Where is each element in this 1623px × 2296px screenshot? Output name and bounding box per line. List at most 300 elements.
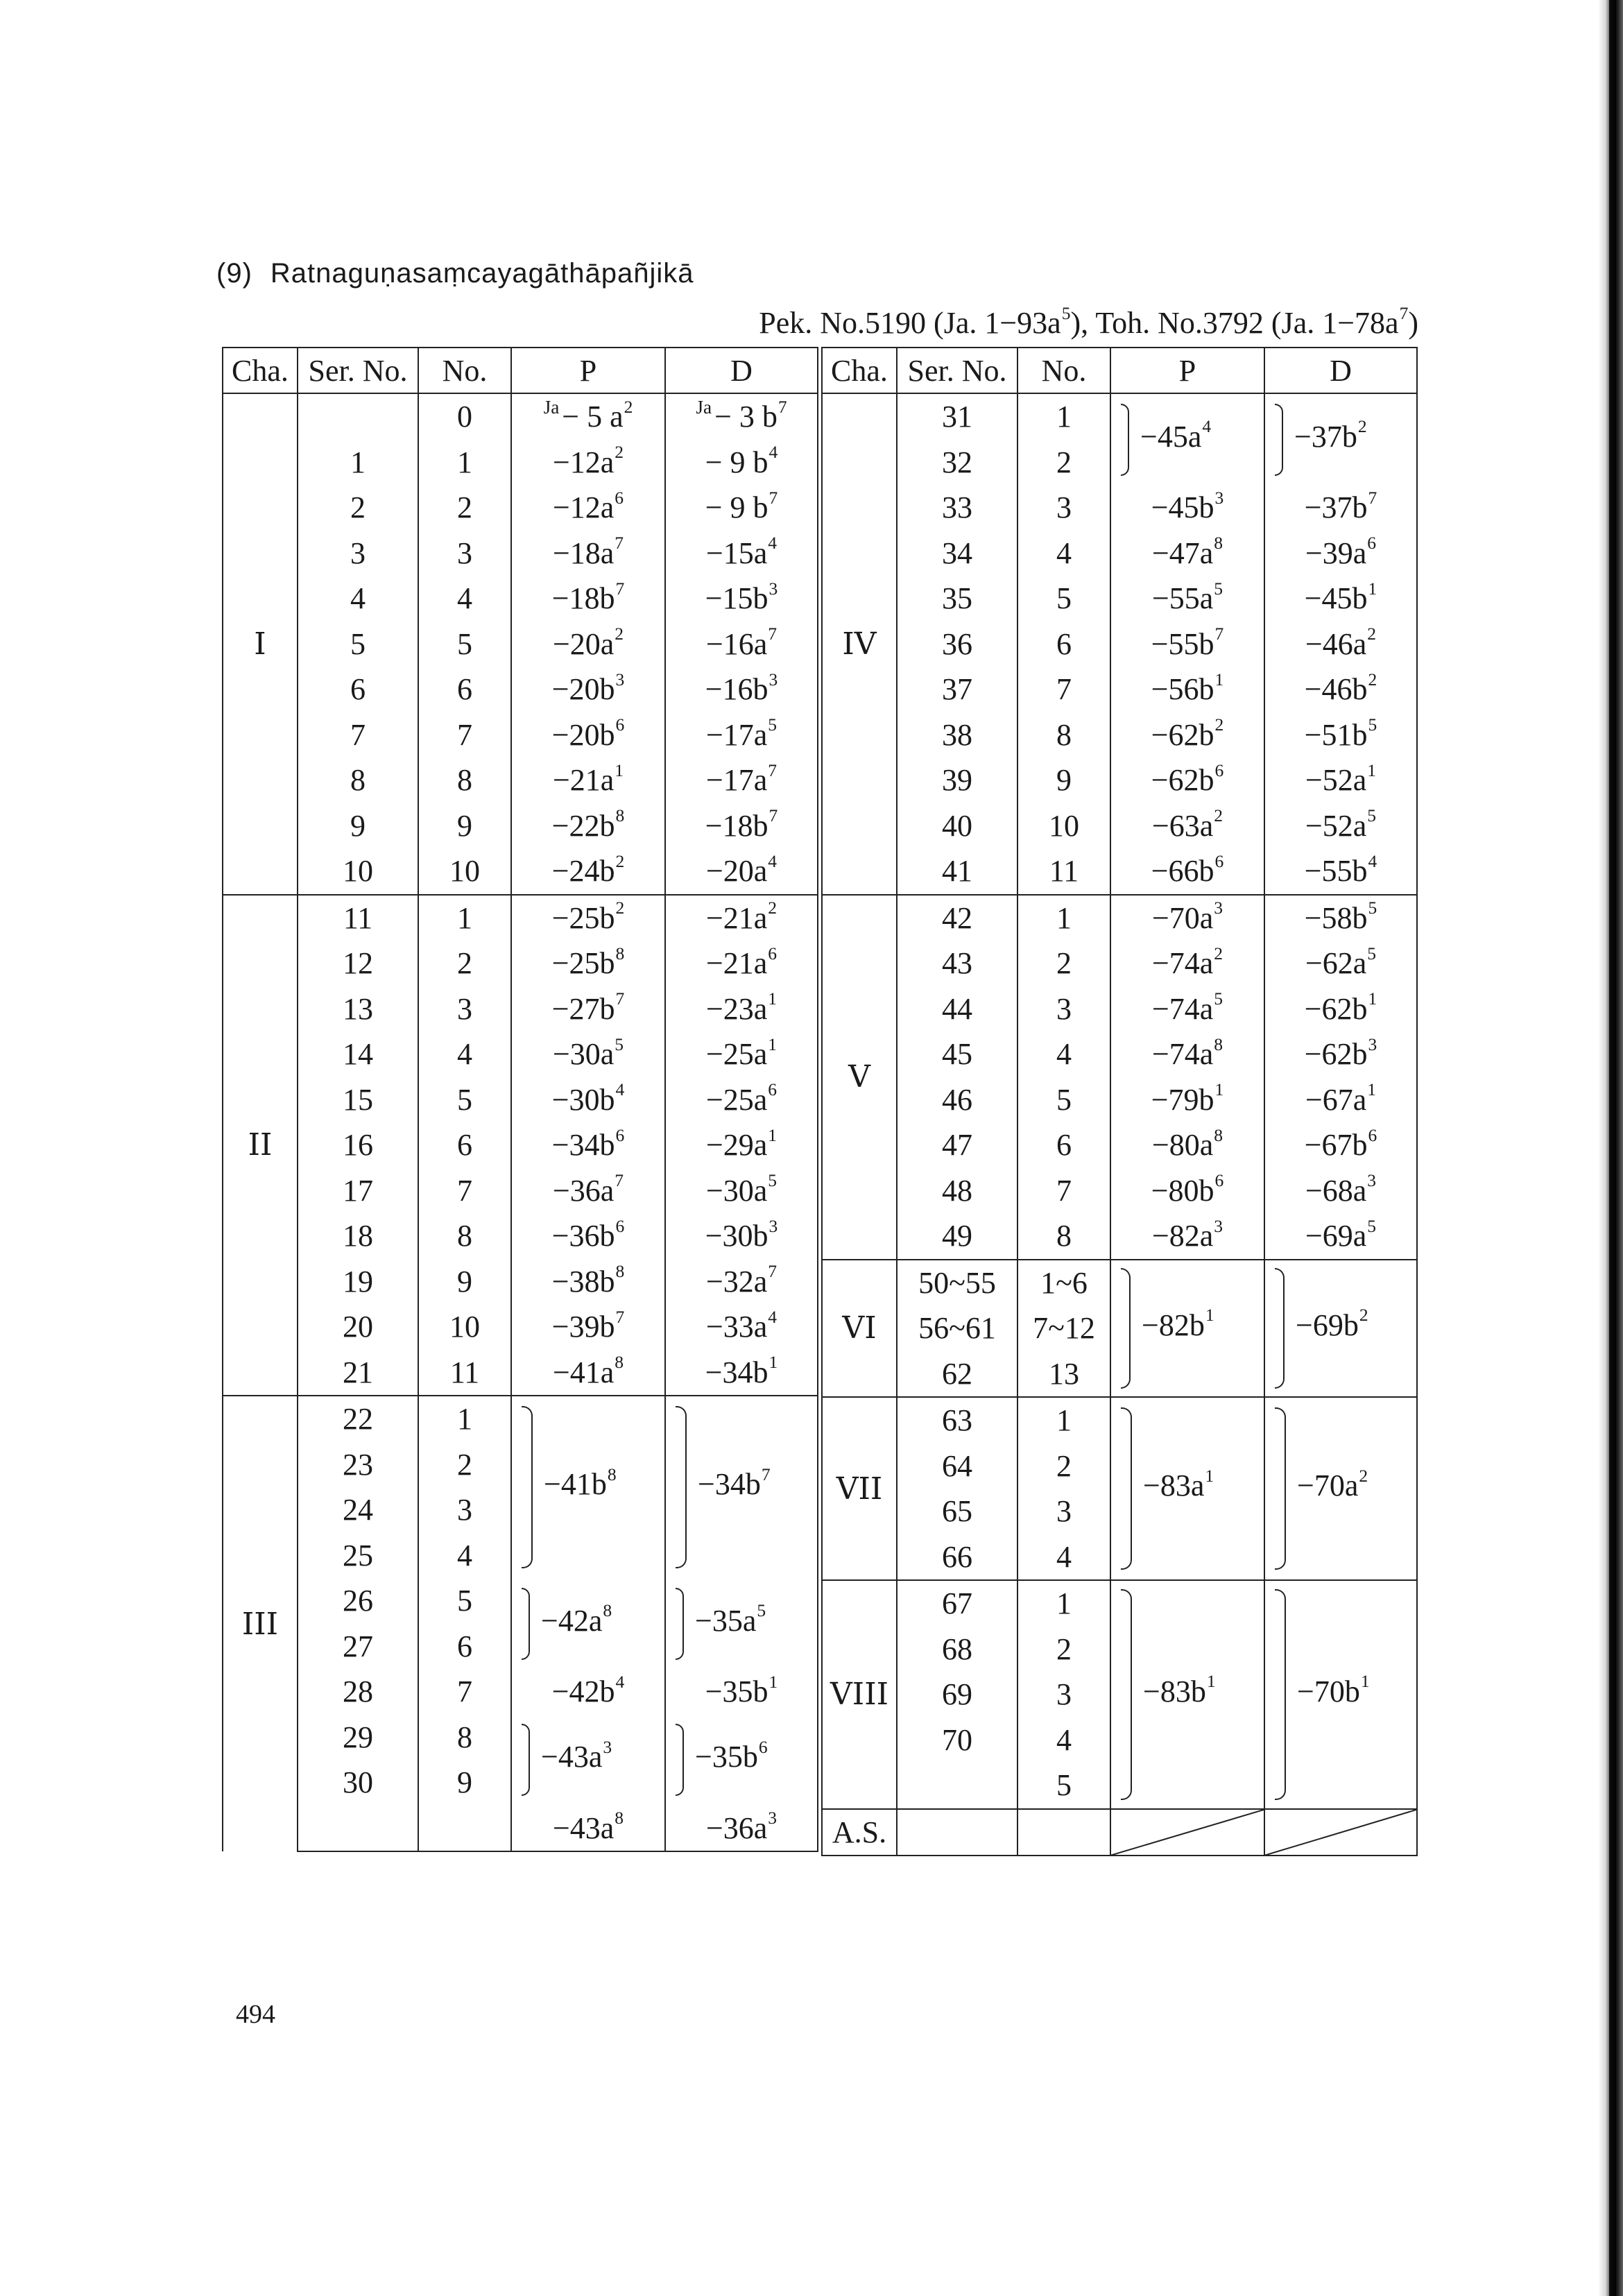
ser-no-cell: 35 (897, 576, 1017, 622)
d-ref-cell (665, 1304, 818, 1350)
folio-ref: −80b (1151, 1173, 1214, 1208)
d-ref-cell (665, 531, 818, 576)
line-number: 4 (768, 442, 778, 463)
d-ref-cell (665, 1669, 818, 1715)
ser-no-cell: 24 (298, 1487, 418, 1533)
ser-no-cell: 41 (897, 848, 1017, 895)
header-d: D (1264, 348, 1417, 393)
line-number: 8 (615, 1261, 625, 1282)
line-number: 8 (603, 1600, 612, 1621)
folio-ref: −25a (705, 1037, 768, 1072)
d-ref-cell (1264, 1031, 1417, 1077)
p-ref-cell (511, 576, 665, 622)
table-row (822, 393, 1417, 440)
table-row (223, 1213, 818, 1259)
line-number: 7 (768, 760, 778, 780)
p-ref-cell (511, 1168, 665, 1214)
table-row (223, 1304, 818, 1350)
p-ref-cell (1110, 1213, 1264, 1260)
line-number: 3 (603, 1736, 612, 1757)
ser-no-cell: 13 (298, 986, 418, 1032)
no-cell: 6 (418, 1624, 511, 1670)
no-cell: 6 (418, 667, 511, 712)
no-cell: 10 (418, 848, 511, 895)
p-ref-cell (1110, 1580, 1264, 1809)
d-ref-cell (665, 1168, 818, 1214)
table-row (822, 895, 1417, 941)
folio-ref: −39a (1305, 536, 1367, 570)
folio-ref: −70b (1297, 1674, 1360, 1708)
ser-no-cell: 25 (298, 1533, 418, 1579)
table-row (223, 1715, 818, 1760)
ser-no-cell: 29 (298, 1715, 418, 1760)
p-ref-cell (1110, 712, 1264, 758)
table-row (223, 1669, 818, 1715)
table-row (223, 1122, 818, 1168)
ser-no-cell: 2 (298, 485, 418, 531)
table-row (223, 1077, 818, 1123)
p-ref-cell (511, 712, 665, 758)
no-cell: 4 (418, 1031, 511, 1077)
header-ser-no: Ser. No. (897, 348, 1017, 393)
d-ref-cell (665, 576, 818, 622)
ja-prefix: Ja (543, 397, 560, 418)
table-row (223, 1031, 818, 1077)
line-number: 8 (1214, 1124, 1223, 1145)
ser-no-cell: 69 (897, 1672, 1017, 1717)
folio-ref: −41a (552, 1355, 615, 1389)
p-ref-cell (511, 667, 665, 712)
line-number: 3 (1214, 1215, 1223, 1236)
p-ref-cell (1110, 485, 1264, 531)
folio-ref: −47a (1151, 536, 1214, 570)
chapter-cell: III (223, 1396, 298, 1851)
line-number: 6 (1368, 1124, 1377, 1145)
line-number: 5 (757, 1600, 766, 1621)
p-ref-cell (511, 895, 665, 941)
folio-ref: −39b (551, 1310, 615, 1344)
folio-ref: −46b (1304, 672, 1368, 707)
chapter-cell: VII (822, 1397, 897, 1580)
p-ref-cell (511, 1077, 665, 1123)
ser-no-cell: 64 (897, 1443, 1017, 1489)
ser-no-cell: 63 (897, 1397, 1017, 1443)
no-cell: 5 (418, 622, 511, 667)
line-number: 8 (1214, 1034, 1223, 1054)
d-ref-cell (1264, 1397, 1417, 1580)
line-number: 1 (768, 1671, 778, 1692)
folio-ref: −21a (552, 763, 615, 798)
folio-ref: −30b (551, 1082, 615, 1117)
ser-no-cell: 27 (298, 1624, 418, 1670)
no-cell: 5 (418, 1077, 511, 1123)
line-number: 2 (615, 850, 625, 871)
d-ref-cell (665, 1350, 818, 1396)
table-row (822, 1168, 1417, 1214)
d-ref-cell (665, 1396, 818, 1578)
line-number: 7 (615, 1306, 625, 1327)
ser-no-cell: 33 (897, 485, 1017, 531)
ser-no-cell: 26 (298, 1578, 418, 1624)
ser-no-cell: 8 (298, 757, 418, 803)
folio-ref: −37b (1294, 419, 1357, 454)
d-ref-cell (665, 848, 818, 895)
no-cell: 6 (418, 1122, 511, 1168)
folio-ref: −66b (1151, 854, 1214, 889)
line-number: 4 (1368, 850, 1377, 871)
no-cell: 7 (1017, 1168, 1110, 1214)
line-number: 1 (1360, 1671, 1370, 1692)
line-number: 6 (768, 943, 778, 963)
p-ref-cell (511, 803, 665, 849)
p-ref-cell (511, 986, 665, 1032)
folio-ref: −62b (1304, 1037, 1368, 1072)
ser-no-cell: 68 (897, 1627, 1017, 1672)
folio-ref: −30a (552, 1037, 615, 1072)
folio-ref: −42a (541, 1603, 603, 1638)
header-d: D (665, 348, 818, 393)
table-row (822, 941, 1417, 986)
p-ref-cell (1110, 393, 1264, 485)
no-cell: 2 (1017, 1627, 1110, 1672)
folio-ref: − 9 b (705, 490, 768, 525)
no-cell: 5 (418, 1578, 511, 1624)
line-number: 8 (615, 1352, 624, 1373)
folio-ref: −34b (705, 1355, 768, 1389)
brace-icon (1121, 1268, 1131, 1389)
folio-ref: −25b (551, 946, 615, 981)
no-cell: 4 (418, 576, 511, 622)
line-number: 1 (768, 1034, 778, 1054)
folio-ref: −45b (1304, 581, 1368, 616)
diagonal-line-icon (1111, 1810, 1264, 1856)
line-number: 1 (1368, 988, 1377, 1009)
line-number: 7 (615, 988, 625, 1009)
d-ref-cell (1264, 986, 1417, 1032)
ser-no-cell: 6 (298, 667, 418, 712)
no-cell: 2 (418, 941, 511, 986)
folio-ref: −41b (544, 1467, 607, 1502)
brace-icon (676, 1724, 684, 1796)
line-number: 2 (615, 442, 624, 463)
no-cell: 8 (1017, 712, 1110, 758)
line-number: 5 (1367, 1215, 1377, 1236)
folio-ref: −15a (705, 536, 768, 570)
line-number: 7 (768, 624, 778, 644)
folio-ref: −70a (1297, 1468, 1359, 1503)
table-row (223, 531, 818, 576)
d-ref-cell (1264, 1122, 1417, 1168)
table-row (223, 895, 818, 941)
line-number: 3 (1368, 1034, 1377, 1054)
d-ref-cell (665, 1806, 818, 1852)
line-number: 3 (768, 669, 778, 689)
folio-ref: −63a (1151, 808, 1214, 843)
d-ref-cell (665, 485, 818, 531)
table-row (822, 1122, 1417, 1168)
folio-ref: −67a (1305, 1082, 1367, 1117)
d-ref-cell (665, 1077, 818, 1123)
table-row (223, 712, 818, 758)
line-number: 3 (1214, 487, 1224, 508)
folio-ref: −62b (1304, 991, 1368, 1026)
folio-ref: −20a (705, 854, 768, 889)
folio-ref: −18a (552, 536, 615, 570)
header-p: P (1110, 348, 1264, 393)
folio-ref: −67b (1304, 1128, 1368, 1163)
ser-no-cell: 32 (897, 440, 1017, 486)
line-number: 2 (615, 624, 624, 644)
p-ref-cell (1110, 1077, 1264, 1123)
brace-icon (676, 1588, 684, 1660)
brace-icon (1121, 1589, 1132, 1800)
table-row (223, 1350, 818, 1396)
ser-no-cell: 45 (897, 1031, 1017, 1077)
folio-ref: −27b (551, 991, 615, 1026)
line-number: 2 (1357, 416, 1367, 437)
line-number: 5 (1367, 943, 1377, 963)
table-row (822, 622, 1417, 667)
d-ref-cell (1264, 941, 1417, 986)
brace-icon (522, 1588, 530, 1660)
header-no: No. (418, 348, 511, 393)
p-ref-cell (511, 848, 665, 895)
table-row (223, 848, 818, 895)
line-number: 2 (1214, 943, 1223, 963)
brace-icon (522, 1406, 533, 1568)
folio-ref: −20b (551, 717, 615, 752)
folio-ref: −82a (1151, 1219, 1214, 1253)
brace-icon (1275, 404, 1283, 476)
ser-no-cell: 43 (897, 941, 1017, 986)
p-ref-cell (511, 1213, 665, 1259)
d-ref-cell (665, 712, 818, 758)
d-ref-cell (1264, 485, 1417, 531)
p-ref-cell (511, 531, 665, 576)
no-cell: 9 (1017, 757, 1110, 803)
line-number: 2 (615, 898, 625, 918)
line-number: 3 (768, 578, 778, 599)
no-cell: 13 (1017, 1351, 1110, 1398)
table-row (822, 712, 1417, 758)
no-cell: 10 (1017, 803, 1110, 849)
p-ref-cell (1110, 576, 1264, 622)
folio-ref: −52a (1305, 808, 1367, 843)
p-ref-cell (1110, 667, 1264, 712)
folio-ref: −43a (552, 1810, 615, 1845)
d-ref-cell (665, 1578, 818, 1669)
d-ref-cell (665, 393, 818, 440)
no-cell: 7 (418, 712, 511, 758)
table-row (223, 1396, 818, 1442)
folio-ref: −83a (1143, 1468, 1205, 1503)
line-number: 6 (1214, 760, 1224, 780)
p-ref-cell (1110, 1168, 1264, 1214)
table-row (822, 1260, 1417, 1306)
ser-no-cell: 30 (298, 1760, 418, 1806)
line-number: 4 (1202, 416, 1212, 437)
folio-ref: −79b (1151, 1082, 1214, 1117)
table-row (223, 1578, 818, 1624)
line-number: 6 (615, 714, 625, 735)
folio-ref: −80a (1151, 1128, 1214, 1163)
line-number: 6 (615, 1124, 625, 1145)
d-ref-cell (1264, 393, 1417, 485)
line-number: 2 (1214, 714, 1224, 735)
line-number: 6 (1367, 533, 1377, 554)
header-cha: Cha. (223, 348, 298, 393)
line-number: 5 (1214, 988, 1223, 1009)
no-cell: 3 (418, 531, 511, 576)
chapter-cell: I (223, 393, 298, 895)
line-number: 7 (615, 578, 625, 599)
no-cell: 0 (418, 393, 511, 440)
no-cell: 3 (418, 1487, 511, 1533)
folio-ref: −58b (1304, 900, 1368, 935)
line-number: 7 (768, 487, 778, 508)
d-ref-cell (1264, 531, 1417, 576)
folio-ref: −30a (705, 1173, 768, 1208)
no-cell: 2 (1017, 941, 1110, 986)
ser-no-cell: 56~61 (897, 1305, 1017, 1351)
table-row (822, 986, 1417, 1032)
line-number: 3 (615, 669, 625, 689)
chapter-cell: VIII (822, 1580, 897, 1809)
folio-ref: −35b (695, 1740, 758, 1774)
p-ref-cell (511, 622, 665, 667)
table-row (223, 485, 818, 531)
no-cell: 3 (1017, 485, 1110, 531)
line-number: 4 (615, 1079, 625, 1100)
table-row (223, 986, 818, 1032)
p-ref-cell (1110, 531, 1264, 576)
header-no: No. (1017, 348, 1110, 393)
d-ref-cell (665, 440, 818, 486)
ser-no-cell: 21 (298, 1350, 418, 1396)
table-row (822, 1213, 1417, 1260)
no-cell: 11 (1017, 848, 1110, 895)
folio-ref: −62a (1305, 946, 1367, 981)
p-ref-cell (1110, 1031, 1264, 1077)
scan-edge-line (1609, 0, 1616, 2296)
no-cell: 5 (1017, 1763, 1110, 1809)
no-cell: 4 (1017, 1031, 1110, 1077)
line-number: 5 (1368, 714, 1377, 735)
table-row (223, 1168, 818, 1214)
line-number: 5 (1367, 805, 1377, 826)
d-ref-cell (665, 1715, 818, 1806)
table-row (822, 485, 1417, 531)
line-number: 3 (768, 1215, 778, 1236)
d-ref-cell (1264, 895, 1417, 941)
ser-no-cell: 9 (298, 803, 418, 849)
brace-icon (1275, 1407, 1286, 1570)
no-cell (1017, 1809, 1110, 1856)
folio-ref: −82b (1142, 1308, 1205, 1342)
no-cell: 4 (1017, 1534, 1110, 1581)
ser-no-cell: 22 (298, 1396, 418, 1442)
ser-no-cell (897, 1763, 1017, 1809)
ser-no-cell: 12 (298, 941, 418, 986)
line-number: 7 (778, 396, 787, 417)
folio-ref: −55a (1151, 581, 1214, 616)
folio-ref: −36a (705, 1810, 768, 1845)
folio-ref: − 9 b (705, 445, 768, 479)
no-cell: 2 (418, 485, 511, 531)
d-ref-cell (665, 803, 818, 849)
no-cell: 2 (1017, 440, 1110, 486)
line-number: 6 (758, 1736, 768, 1757)
ser-no-cell: 11 (298, 895, 418, 941)
ser-no-cell: 49 (897, 1213, 1017, 1260)
no-cell: 1 (418, 895, 511, 941)
ser-no-cell: 16 (298, 1122, 418, 1168)
line-number: 7 (615, 1170, 624, 1191)
ser-no-cell: 19 (298, 1259, 418, 1305)
ser-no-cell (897, 1809, 1017, 1856)
ser-no-cell: 48 (897, 1168, 1017, 1214)
no-cell: 9 (418, 1760, 511, 1806)
folio-ref: −23a (705, 991, 768, 1026)
line-number: 5 (615, 1034, 624, 1054)
line-number: 7 (1214, 624, 1224, 644)
ser-no-cell (298, 393, 418, 440)
table-row (223, 667, 818, 712)
ser-no-cell: 65 (897, 1489, 1017, 1534)
no-cell: 4 (1017, 1717, 1110, 1763)
no-cell: 1 (1017, 1397, 1110, 1443)
table-row (223, 1806, 818, 1852)
d-empty-diagonal-cell (1264, 1809, 1417, 1856)
ser-no-cell: 36 (897, 622, 1017, 667)
p-ref-cell (1110, 986, 1264, 1032)
folio-ref: −56b (1151, 672, 1214, 707)
d-ref-cell (665, 941, 818, 986)
no-cell: 5 (1017, 1077, 1110, 1123)
no-cell: 7 (418, 1669, 511, 1715)
folio-ref: −21a (705, 946, 768, 981)
folio-ref: −70a (1151, 900, 1214, 935)
no-cell: 8 (1017, 1213, 1110, 1260)
line-number: 2 (624, 396, 633, 417)
table-row (223, 1259, 818, 1305)
p-ref-cell (1110, 757, 1264, 803)
line-number: 1 (768, 1352, 778, 1373)
line-number: 1 (1367, 1079, 1377, 1100)
folio-ref: −24b (551, 854, 615, 889)
line-number: 2 (1359, 1465, 1368, 1486)
line-number: 7 (768, 805, 778, 826)
ser-no-cell: 17 (298, 1168, 418, 1214)
line-number: 6 (1214, 850, 1224, 871)
ser-no-cell: 31 (897, 393, 1017, 440)
brace-icon (1275, 1589, 1286, 1800)
folio-ref: −25b (551, 900, 615, 935)
p-ref-cell (511, 485, 665, 531)
source-post: ) (1408, 306, 1418, 340)
ser-no-cell: 14 (298, 1031, 418, 1077)
d-ref-cell (665, 986, 818, 1032)
no-cell: 6 (1017, 1122, 1110, 1168)
folio-ref: −18b (705, 808, 768, 843)
line-number: 3 (1214, 898, 1223, 918)
folio-ref: −15b (705, 581, 768, 616)
folio-ref: −74a (1151, 946, 1214, 981)
folio-ref: −34b (551, 1128, 615, 1163)
ser-no-cell: 20 (298, 1304, 418, 1350)
folio-ref: −25a (705, 1082, 768, 1117)
folio-ref: −36b (551, 1219, 615, 1253)
